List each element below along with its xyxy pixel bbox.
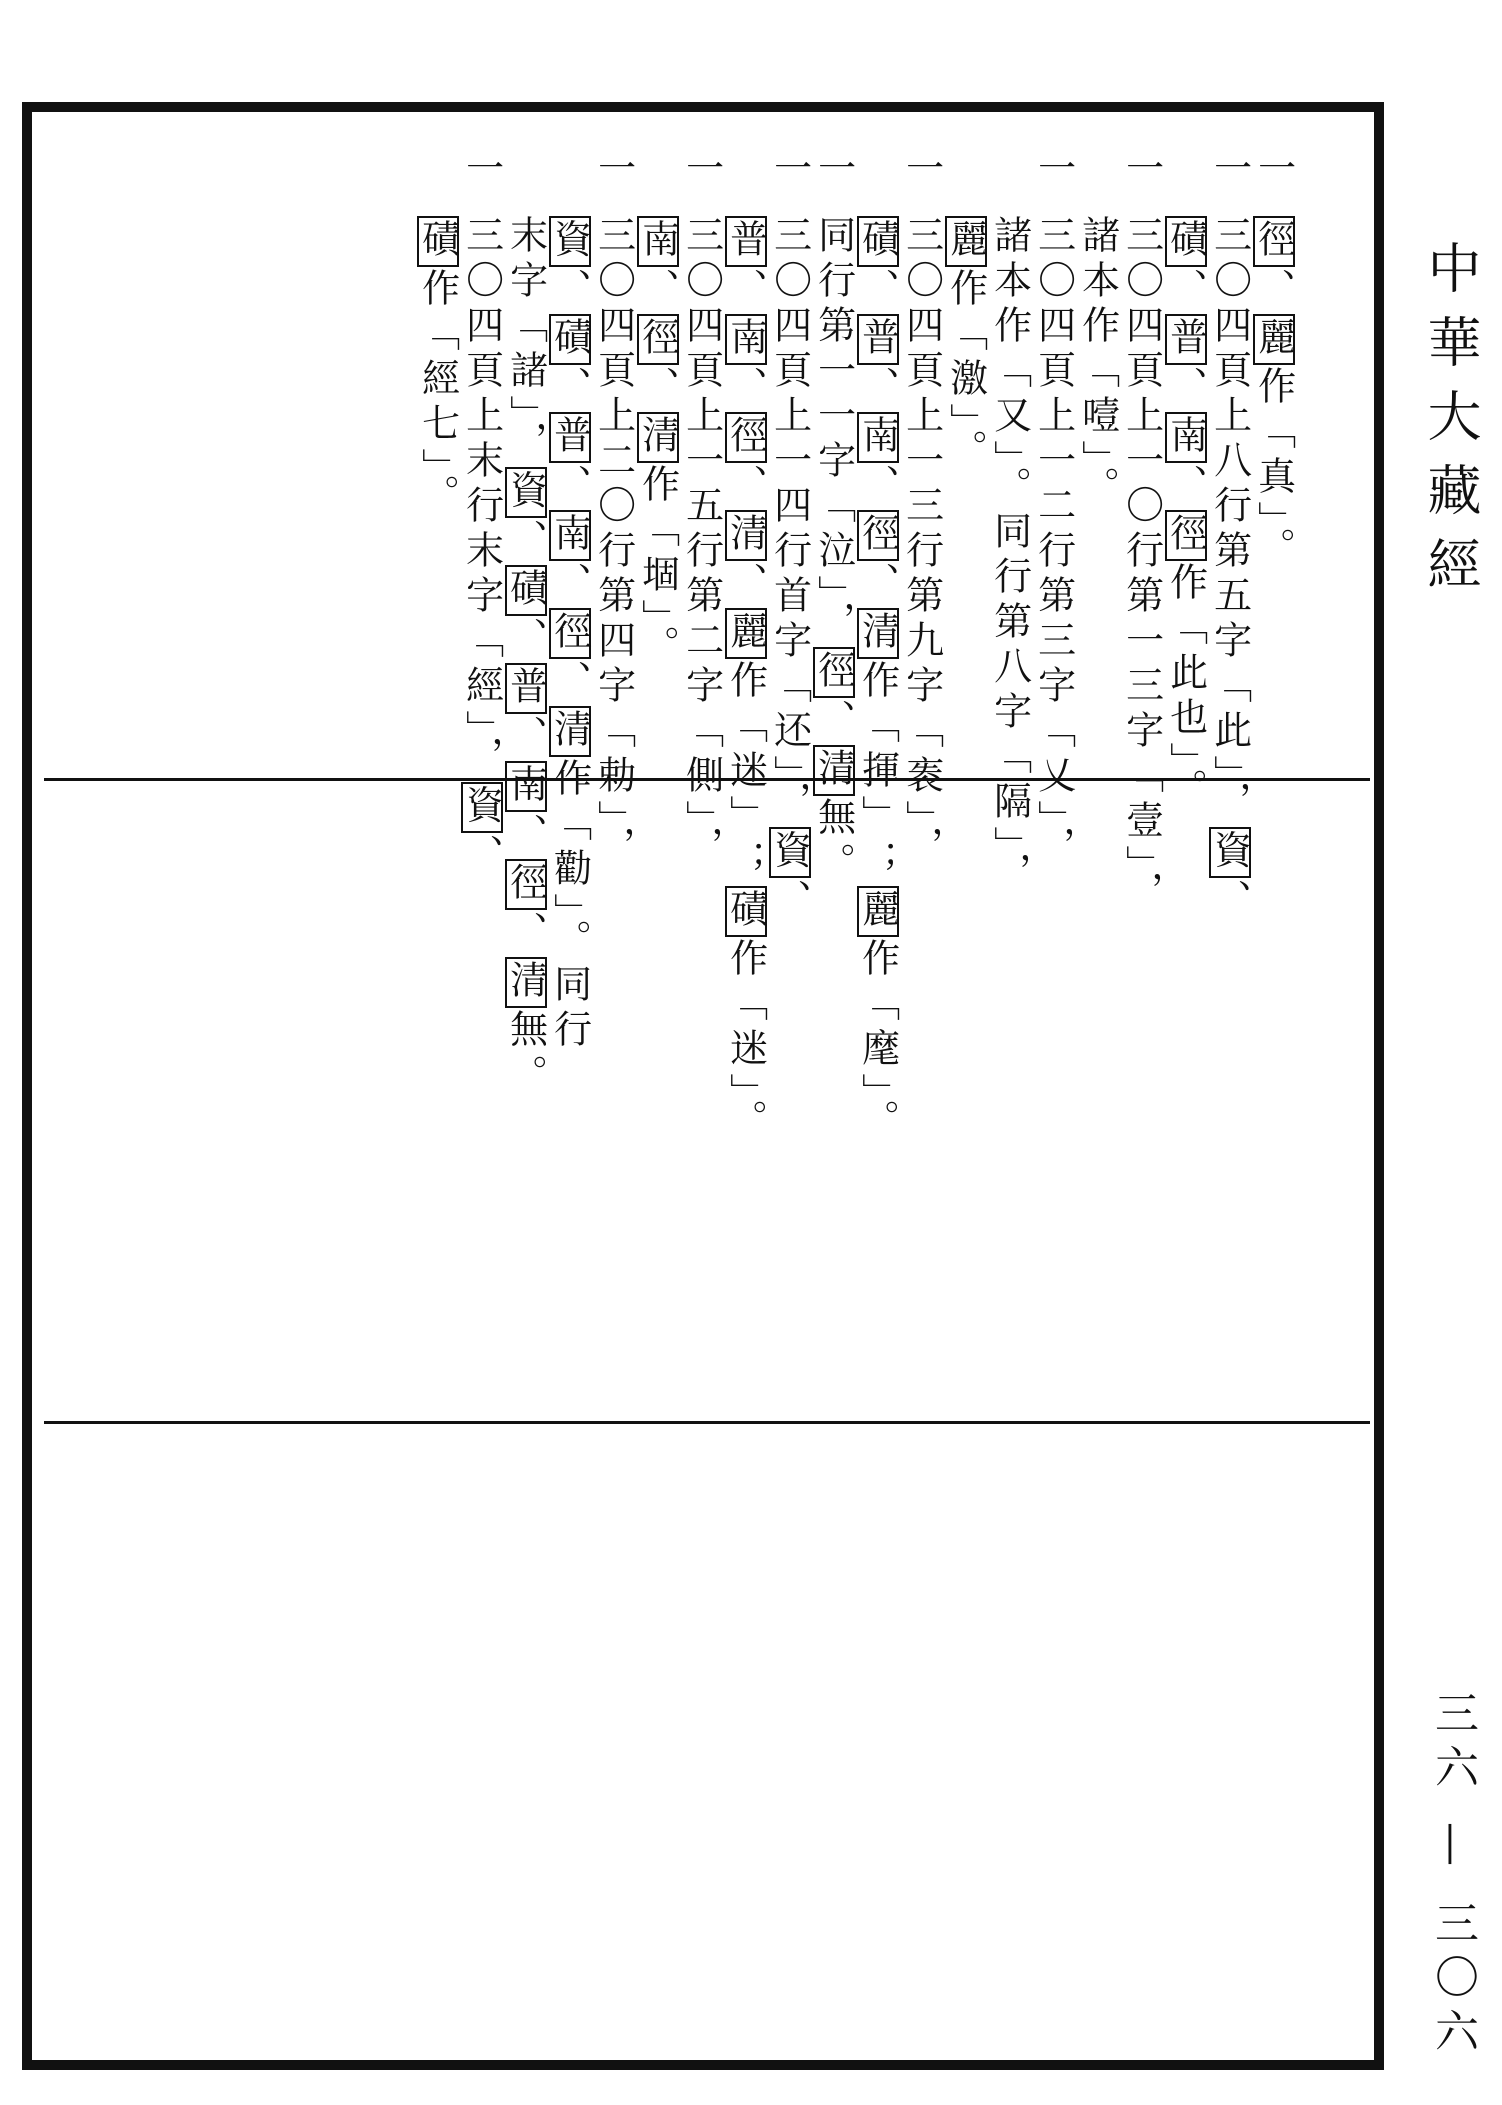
note-bullet: 一 — [1251, 148, 1296, 193]
note-bullet: 一 — [1207, 148, 1252, 193]
edition-mark: 清 — [505, 957, 547, 1008]
edition-mark: 麗 — [1253, 314, 1295, 365]
edition-mark: 磧 — [549, 314, 591, 365]
note-text: 、 — [811, 699, 856, 744]
note-text: 、 — [547, 366, 592, 411]
edition-mark: 南 — [1165, 412, 1207, 463]
edition-mark: 徑 — [857, 510, 899, 561]
note-text: 、 — [723, 562, 768, 607]
note-line — [634, 215, 680, 670]
note-text: 、 — [1163, 268, 1208, 313]
note-text: 、 — [547, 464, 592, 509]
note-text: 末字「諸」， — [503, 215, 548, 466]
edition-mark: 麗 — [857, 886, 899, 937]
note-text: 、 — [635, 268, 680, 313]
note-text: 、 — [547, 268, 592, 313]
edition-mark: 南 — [725, 314, 767, 365]
edition-mark: 普 — [505, 663, 547, 714]
note-text: 、 — [855, 562, 900, 607]
note-text: 、 — [723, 268, 768, 313]
edition-mark: 資 — [461, 782, 503, 833]
note-line — [502, 215, 548, 1099]
note-line — [766, 215, 812, 924]
note-text: 作「麾」。 — [855, 938, 900, 1144]
edition-mark: 磧 — [417, 216, 459, 267]
note-line — [1030, 215, 1076, 871]
note-bullet: 一 — [767, 148, 812, 193]
note-text: 同行第一一字「泣」， — [811, 215, 856, 646]
note-text: 、 — [1163, 366, 1208, 411]
edition-mark: 南 — [505, 761, 547, 812]
note-text: 、 — [855, 464, 900, 509]
note-text: 作「經七」。 — [415, 268, 460, 519]
edition-mark: 徑 — [813, 647, 855, 698]
edition-mark: 磧 — [725, 886, 767, 937]
edition-mark: 徑 — [1165, 510, 1207, 561]
note-text: 、 — [723, 464, 768, 509]
note-bullet: 一 — [811, 148, 856, 193]
divider-lower — [44, 1421, 1370, 1424]
note-bullet: 一 — [1119, 148, 1164, 193]
edition-mark: 資 — [1209, 827, 1251, 878]
note-text: 作「激」。 — [943, 268, 988, 474]
edition-mark: 普 — [549, 412, 591, 463]
note-text: 三〇四頁上一〇行第一三字「壹」， — [1119, 215, 1164, 916]
edition-mark: 磧 — [505, 565, 547, 616]
edition-mark: 徑 — [637, 314, 679, 365]
note-bullet: 一 — [591, 148, 636, 193]
note-bullet: 一 — [1031, 148, 1076, 193]
note-line — [678, 215, 724, 871]
note-text: 三〇四頁上一三行第九字「袠」， — [899, 215, 944, 871]
note-text: 、 — [855, 366, 900, 411]
edition-mark: 徑 — [725, 412, 767, 463]
edition-mark: 磧 — [857, 216, 899, 267]
note-line — [898, 215, 944, 871]
edition-mark: 南 — [637, 216, 679, 267]
note-bullet: 一 — [459, 148, 504, 193]
note-line — [1206, 215, 1252, 924]
edition-mark: 資 — [769, 827, 811, 878]
note-text: 無。 — [811, 797, 856, 887]
edition-mark: 南 — [857, 412, 899, 463]
edition-mark: 普 — [725, 216, 767, 267]
note-line — [722, 215, 768, 1144]
note-text: 、 — [503, 519, 548, 564]
note-line — [942, 215, 988, 474]
note-line — [458, 215, 504, 879]
note-text: 、 — [459, 834, 504, 879]
edition-mark: 徑 — [505, 859, 547, 910]
note-text: 作「迷」； — [723, 660, 768, 885]
note-line — [1074, 215, 1120, 511]
note-text: 作「勸」。同行 — [547, 758, 592, 1054]
note-text: 三〇四頁上一五行第二字「側」， — [679, 215, 724, 871]
edition-mark: 麗 — [945, 216, 987, 267]
edition-mark: 資 — [505, 467, 547, 518]
note-text: 、 — [503, 813, 548, 858]
note-text: 三〇四頁上一二行第三字「乂」， — [1031, 215, 1076, 871]
note-text: 三〇四頁上八行第五字「此」， — [1207, 215, 1252, 826]
edition-mark: 磧 — [1165, 216, 1207, 267]
note-line — [1162, 215, 1208, 813]
note-line — [810, 215, 856, 887]
note-text: 、 — [503, 715, 548, 760]
note-text: 諸本作「又」。同行第八字「隔」， — [987, 215, 1032, 897]
note-line — [414, 215, 460, 519]
note-text: 三〇四頁上二〇行第四字「勅」， — [591, 215, 636, 871]
note-text: 、 — [547, 660, 592, 705]
note-line — [590, 215, 636, 871]
edition-mark: 徑 — [549, 608, 591, 659]
note-text: 作「真」。 — [1251, 366, 1296, 572]
edition-mark: 麗 — [725, 608, 767, 659]
note-text: 三〇四頁上末行末字「經」， — [459, 215, 504, 781]
note-line — [1118, 215, 1164, 916]
note-text: 、 — [767, 879, 812, 924]
edition-mark: 清 — [857, 608, 899, 659]
edition-mark: 南 — [549, 510, 591, 561]
edition-mark: 清 — [637, 412, 679, 463]
page-title: 中華大藏經 — [1419, 240, 1482, 610]
edition-mark: 清 — [725, 510, 767, 561]
edition-mark: 清 — [549, 706, 591, 757]
note-line — [546, 215, 592, 1054]
note-text: 、 — [547, 562, 592, 607]
note-text: 無。 — [503, 1009, 548, 1099]
note-line — [1250, 215, 1296, 572]
page-number: 三六 — 三〇六 — [1427, 1690, 1478, 2062]
edition-mark: 資 — [549, 216, 591, 267]
edition-mark: 普 — [1165, 314, 1207, 365]
note-text: 、 — [635, 366, 680, 411]
edition-mark: 清 — [813, 745, 855, 796]
note-text: 、 — [723, 366, 768, 411]
note-text: 、 — [1251, 268, 1296, 313]
note-text: 作「揮」； — [855, 660, 900, 885]
note-text: 、 — [1163, 464, 1208, 509]
edition-mark: 普 — [857, 314, 899, 365]
note-bullet: 一 — [679, 148, 724, 193]
note-text: 作「迷」。 — [723, 938, 768, 1144]
note-text: 、 — [1207, 879, 1252, 924]
note-text: 、 — [855, 268, 900, 313]
note-bullet: 一 — [899, 148, 944, 193]
edition-mark: 徑 — [1253, 216, 1295, 267]
note-text: 諸本作「噎」。 — [1075, 215, 1120, 511]
note-text: 作「堌」。 — [635, 464, 680, 670]
note-text: 三〇四頁上一四行首字「还」， — [767, 215, 812, 826]
note-text: 、 — [503, 911, 548, 956]
note-line — [986, 215, 1032, 897]
note-line — [854, 215, 900, 1144]
note-text: 作「此也」。 — [1163, 562, 1208, 813]
note-text: 、 — [503, 617, 548, 662]
